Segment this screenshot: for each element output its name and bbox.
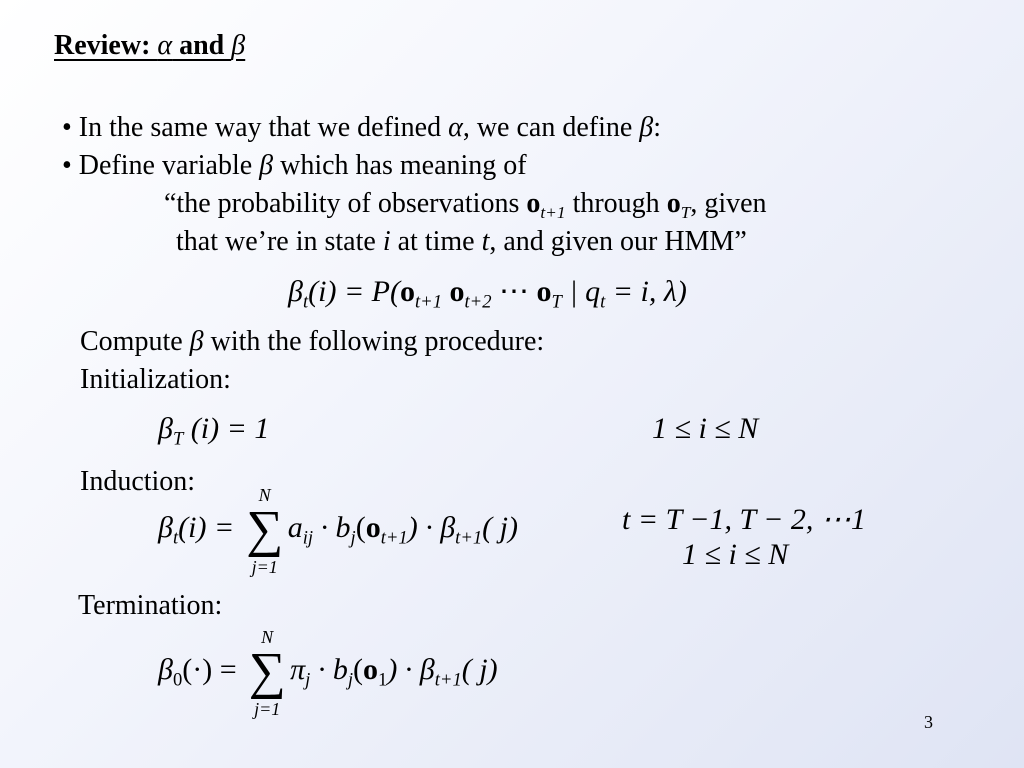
term-sum <box>248 627 286 719</box>
compute-beta: β <box>189 326 204 357</box>
ind-beta2-sub: t+1 <box>455 527 483 549</box>
def-o3: o <box>536 275 552 308</box>
term-paren: ( <box>353 652 364 686</box>
title-alpha: α <box>157 30 173 61</box>
slide-title <box>54 30 245 62</box>
term-beta: β <box>158 652 173 686</box>
def-o3-sub: T <box>551 291 562 313</box>
quote-1-text-b: through <box>565 188 667 219</box>
ind-sum <box>246 485 284 577</box>
term-pi: π <box>290 652 306 686</box>
term-o: o <box>363 652 379 686</box>
init-range-text: 1 ≤ i ≤ N <box>652 412 759 445</box>
termination-equation <box>158 627 498 719</box>
def-o2-sub: t+2 <box>464 291 492 313</box>
quote-2-i: i <box>382 226 391 257</box>
quote-line-1 <box>164 188 767 223</box>
bullet-1-text-c: : <box>653 112 662 143</box>
bullet-2-beta: β <box>259 150 274 181</box>
quote-1-text-c: , given <box>690 188 767 219</box>
def-o1: o <box>400 275 415 308</box>
def-o2: o <box>449 275 465 308</box>
termination-label: Termination: <box>78 590 223 621</box>
ind-o: o <box>365 510 381 544</box>
ind-range-2-text: 1 ≤ i ≤ N <box>682 538 789 571</box>
bullet-1-beta: β <box>639 112 654 143</box>
def-args: (i) = P( <box>308 275 400 308</box>
term-beta-sub: 0 <box>172 669 183 691</box>
term-o-sub: 1 <box>378 669 388 691</box>
compute-text-b: with the following procedure: <box>203 326 545 357</box>
page-number: 3 <box>924 712 933 732</box>
term-beta2-sub: t+1 <box>434 669 462 691</box>
def-beta: β <box>288 275 303 308</box>
compute-text-a: Compute <box>80 326 190 357</box>
quote-2-text-b: at time <box>390 226 482 257</box>
quote-1-sub-t1: t+1 <box>540 203 566 223</box>
ind-paren: ( <box>355 510 366 544</box>
def-dots: ⋯ <box>491 275 537 308</box>
quote-1-text-a: “the probability of observations <box>164 188 527 219</box>
init-beta: β <box>158 412 173 445</box>
beta-definition-equation <box>288 274 687 313</box>
term-pi-sub: j <box>305 669 311 691</box>
ind-a: a <box>287 510 303 544</box>
quote-line-2 <box>176 226 747 258</box>
bullet-2-text-a: • Define variable <box>62 150 260 181</box>
compute-text <box>80 326 544 358</box>
ind-b-sub: j <box>350 527 356 549</box>
ind-sum-symbol: ∑ <box>246 501 284 558</box>
ind-sum-top: N <box>258 485 271 505</box>
ind-beta: β <box>158 510 173 544</box>
term-lhs: (·) = <box>182 652 245 686</box>
initialization-range <box>652 412 758 446</box>
ind-beta-sub: t <box>172 527 179 549</box>
induction-equation <box>158 485 518 577</box>
quote-1-o2: o <box>666 188 681 219</box>
bullet-2-text-b: which has meaning of <box>273 150 527 181</box>
ind-o-sub: t+1 <box>380 527 408 549</box>
ind-lhs: (i) = <box>178 510 242 544</box>
init-beta-sub: T <box>172 428 184 450</box>
quote-2-text-c: , and given our HMM” <box>489 226 747 257</box>
initialization-equation <box>158 412 270 450</box>
induction-range-2 <box>682 538 788 572</box>
def-beta-sub: t <box>302 291 309 313</box>
term-end: ( j) <box>461 652 498 686</box>
title-beta: β <box>231 30 246 61</box>
def-rest: = i, λ) <box>605 275 687 308</box>
def-cond: | q <box>561 275 601 308</box>
title-and: and <box>172 30 232 61</box>
term-sum-bottom: j=1 <box>254 699 281 719</box>
bullet-2 <box>62 150 527 182</box>
term-b: · b <box>310 652 348 686</box>
def-o1-sub: t+1 <box>415 291 443 313</box>
quote-2-t: t <box>481 226 490 257</box>
induction-range-1 <box>622 502 866 537</box>
ind-sum-bottom: j=1 <box>251 557 278 577</box>
ind-close: ) · β <box>407 510 456 544</box>
term-b-sub: j <box>347 669 354 691</box>
def-q-sub: t <box>600 291 606 313</box>
ind-end: ( j) <box>482 510 518 544</box>
init-rhs: (i) = 1 <box>190 412 270 445</box>
bullet-1 <box>62 112 661 144</box>
ind-a-sub: ij <box>302 527 314 549</box>
quote-1-o: o <box>526 188 541 219</box>
bullet-1-alpha: α <box>448 112 463 143</box>
quote-1-sub-T: T <box>680 203 691 223</box>
ind-b: · b <box>313 510 351 544</box>
bullet-1-text-b: , we can define <box>462 112 640 143</box>
ind-range-1-text: t = T −1, T − 2, ⋯1 <box>622 503 866 536</box>
term-sum-symbol: ∑ <box>248 643 286 700</box>
term-close: ) · β <box>387 652 435 686</box>
title-prefix: Review: <box>54 30 158 61</box>
initialization-label: Initialization: <box>80 364 231 395</box>
term-sum-top: N <box>261 627 274 647</box>
induction-label: Induction: <box>80 466 196 497</box>
bullet-1-text-a: • In the same way that we defined <box>62 112 449 143</box>
quote-2-text-a: that we’re in state <box>176 226 383 257</box>
